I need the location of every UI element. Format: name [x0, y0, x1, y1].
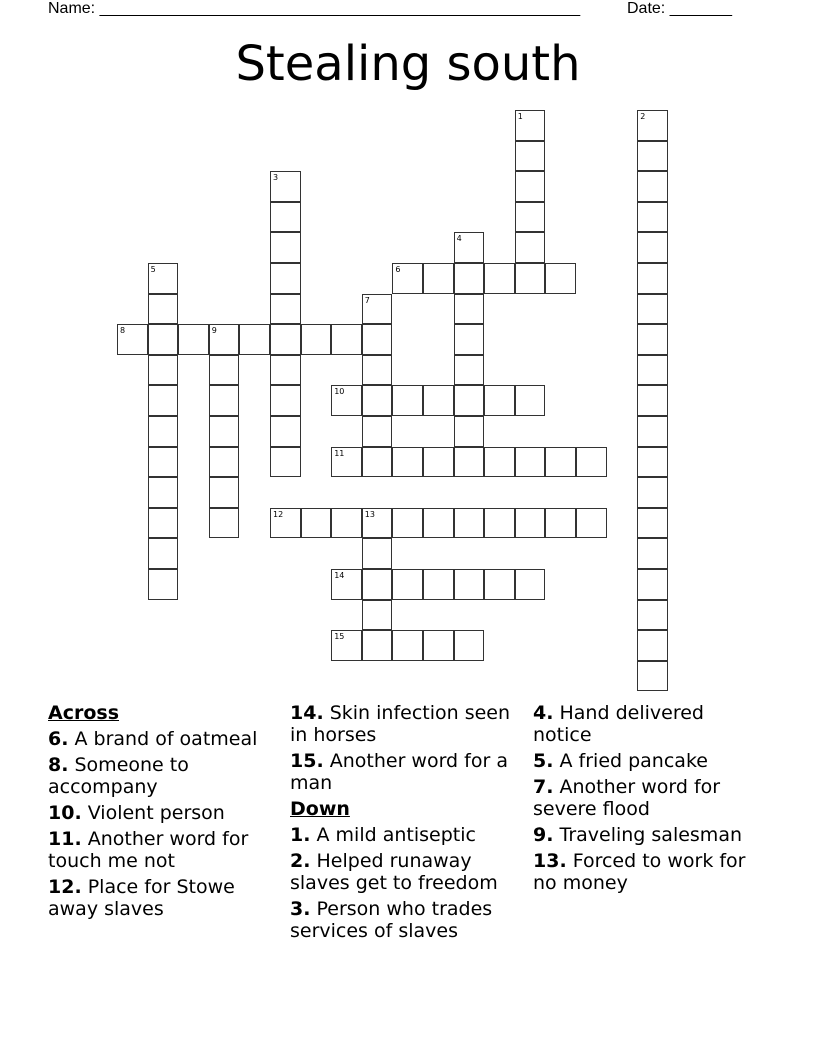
grid-cell[interactable]: [270, 416, 301, 447]
grid-cell[interactable]: [423, 447, 454, 478]
grid-cell[interactable]: [637, 416, 668, 447]
grid-cell[interactable]: [637, 447, 668, 478]
grid-cell[interactable]: [515, 385, 546, 416]
down-clue: 7. Another word for severe flood: [533, 776, 721, 820]
grid-cell[interactable]: [637, 477, 668, 508]
clues-column-3: [533, 702, 761, 898]
grid-cell[interactable]: [637, 110, 668, 141]
down-clue: 4. Hand delivered notice: [533, 702, 704, 746]
across-clue: 11. Another word for touch me not: [48, 828, 249, 872]
grid-cell[interactable]: [515, 263, 546, 294]
grid-cell[interactable]: [270, 202, 301, 233]
grid-cell[interactable]: [362, 600, 393, 631]
grid-cell[interactable]: [515, 141, 546, 172]
grid-cell[interactable]: [423, 263, 454, 294]
grid-cell[interactable]: [637, 141, 668, 172]
grid-cell[interactable]: [576, 508, 607, 539]
grid-cell[interactable]: [331, 508, 362, 539]
grid-cell[interactable]: [515, 110, 546, 141]
grid-cell[interactable]: [637, 630, 668, 661]
grid-cell[interactable]: [362, 385, 393, 416]
grid-cell[interactable]: [484, 447, 515, 478]
grid-cell[interactable]: [637, 569, 668, 600]
grid-cell[interactable]: [454, 294, 485, 325]
grid-cell[interactable]: [270, 508, 301, 539]
grid-cell[interactable]: [209, 447, 240, 478]
grid-cell[interactable]: [362, 447, 393, 478]
across-clue: 15. Another word for a man: [290, 750, 508, 794]
grid-cell[interactable]: [454, 232, 485, 263]
down-clue: 5. A fried pancake: [533, 750, 708, 772]
grid-cell[interactable]: [637, 661, 668, 692]
grid-cell[interactable]: [239, 324, 270, 355]
clue-number: 9: [211, 326, 217, 336]
grid-cell[interactable]: [392, 447, 423, 478]
clue-number: 7: [364, 295, 370, 305]
grid-cell[interactable]: [270, 263, 301, 294]
grid-cell[interactable]: [148, 538, 179, 569]
grid-cell[interactable]: [392, 263, 423, 294]
grid-cell[interactable]: [423, 630, 454, 661]
grid-cell[interactable]: [484, 263, 515, 294]
down-clue: 2. Helped runaway slaves get to freedom: [290, 850, 498, 894]
grid-cell[interactable]: [637, 538, 668, 569]
grid-cell[interactable]: [637, 232, 668, 263]
clue-number: 2: [640, 112, 646, 121]
across-clue: 14. Skin infection seen in horses: [290, 702, 511, 746]
grid-cell[interactable]: [270, 355, 301, 386]
grid-cell[interactable]: [362, 569, 393, 600]
grid-cell[interactable]: [209, 324, 240, 355]
grid-cell[interactable]: [515, 232, 546, 263]
grid-cell[interactable]: [576, 447, 607, 478]
grid-cell[interactable]: [148, 294, 179, 325]
clue-number: 3: [273, 173, 279, 183]
date-field-label: Date: _______: [627, 0, 732, 17]
grid-cell[interactable]: [454, 355, 485, 386]
grid-cell[interactable]: [637, 294, 668, 325]
down-clue: 9. Traveling salesman: [533, 824, 743, 846]
puzzle-title: Stealing south: [235, 36, 581, 92]
grid-cell[interactable]: [484, 385, 515, 416]
grid-cell[interactable]: [270, 447, 301, 478]
grid-cell[interactable]: [270, 171, 301, 202]
grid-cell[interactable]: [362, 355, 393, 386]
grid-cell[interactable]: [423, 569, 454, 600]
grid-cell[interactable]: [270, 324, 301, 355]
grid-cell[interactable]: [148, 416, 179, 447]
grid-cell[interactable]: [148, 569, 179, 600]
grid-cell[interactable]: [392, 630, 423, 661]
grid-cell[interactable]: [331, 447, 362, 478]
across-clue: 10. Violent person: [48, 802, 225, 824]
grid-cell[interactable]: [301, 508, 332, 539]
grid-cell[interactable]: [545, 508, 576, 539]
clue-number: 8: [120, 326, 126, 336]
down-clue: 13. Forced to work for no money: [533, 850, 746, 894]
grid-cell[interactable]: [209, 355, 240, 386]
grid-cell[interactable]: [454, 416, 485, 447]
grid-cell[interactable]: [148, 263, 179, 294]
clue-number: 4: [456, 234, 462, 244]
down-clue: 3. Person who trades services of slaves: [290, 898, 493, 942]
grid-cell[interactable]: [392, 385, 423, 416]
clue-number: 11: [334, 448, 345, 458]
grid-cell[interactable]: [515, 202, 546, 233]
grid-cell[interactable]: [454, 385, 485, 416]
grid-cell[interactable]: [331, 630, 362, 661]
grid-cell[interactable]: [148, 477, 179, 508]
grid-cell[interactable]: [454, 324, 485, 355]
clue-number: 5: [150, 265, 156, 274]
grid-cell[interactable]: [331, 324, 362, 355]
across-clue: 6. A brand of oatmeal: [48, 728, 258, 750]
grid-cell[interactable]: [637, 600, 668, 631]
grid-cell[interactable]: [484, 569, 515, 600]
grid-cell[interactable]: [454, 508, 485, 539]
grid-cell[interactable]: [515, 171, 546, 202]
grid-cell[interactable]: [270, 294, 301, 325]
grid-cell[interactable]: [637, 508, 668, 539]
grid-cell[interactable]: [637, 202, 668, 233]
grid-cell[interactable]: [301, 324, 332, 355]
grid-cell[interactable]: [209, 385, 240, 416]
grid-cell[interactable]: [454, 569, 485, 600]
grid-cell[interactable]: [637, 324, 668, 355]
grid-cell[interactable]: [331, 569, 362, 600]
grid-cell[interactable]: [209, 416, 240, 447]
clues-column-2: [290, 702, 518, 946]
grid-cell[interactable]: [362, 508, 393, 539]
grid-cell[interactable]: [423, 508, 454, 539]
grid-cell[interactable]: [270, 385, 301, 416]
clue-number: 12: [273, 509, 284, 519]
grid-cell[interactable]: [515, 569, 546, 600]
grid-cell[interactable]: [362, 538, 393, 569]
grid-cell[interactable]: [209, 477, 240, 508]
grid-cell[interactable]: [148, 447, 179, 478]
grid-cell[interactable]: [270, 232, 301, 263]
grid-cell[interactable]: [117, 324, 148, 355]
grid-cell[interactable]: [148, 355, 179, 386]
grid-cell[interactable]: [484, 508, 515, 539]
clue-number: 14: [334, 571, 345, 580]
grid-cell[interactable]: [637, 263, 668, 294]
grid-cell[interactable]: [637, 385, 668, 416]
grid-cell[interactable]: [423, 385, 454, 416]
grid-cell[interactable]: [454, 630, 485, 661]
grid-cell[interactable]: [454, 263, 485, 294]
grid-cell[interactable]: [392, 508, 423, 539]
down-heading: Down: [290, 798, 350, 820]
grid-cell[interactable]: [515, 508, 546, 539]
clues-column-1: [48, 702, 276, 924]
grid-cell[interactable]: [362, 416, 393, 447]
grid-cell[interactable]: [148, 508, 179, 539]
grid-cell[interactable]: [545, 263, 576, 294]
clue-number: 10: [334, 387, 345, 397]
grid-cell[interactable]: [637, 355, 668, 386]
grid-cell[interactable]: [515, 447, 546, 478]
grid-cell[interactable]: [148, 385, 179, 416]
grid-cell[interactable]: [362, 630, 393, 661]
grid-cell[interactable]: [148, 324, 179, 355]
across-clue: 8. Someone to accompany: [48, 754, 189, 798]
grid-cell[interactable]: [392, 569, 423, 600]
grid-cell[interactable]: [331, 385, 362, 416]
down-clue: 1. A mild antiseptic: [290, 824, 476, 846]
grid-cell[interactable]: [637, 171, 668, 202]
across-heading: Across: [48, 702, 120, 724]
grid-cell[interactable]: [362, 294, 393, 325]
clue-number: 13: [364, 509, 375, 519]
clue-number: 15: [334, 632, 345, 642]
grid-cell[interactable]: [545, 447, 576, 478]
grid-cell[interactable]: [454, 447, 485, 478]
grid-cell[interactable]: [209, 508, 240, 539]
grid-cell[interactable]: [362, 324, 393, 355]
clue-number: 6: [395, 265, 401, 274]
clue-number: 1: [517, 112, 523, 121]
grid-cell[interactable]: [178, 324, 209, 355]
name-field-label: Name: ______________________________________________________: [48, 0, 581, 17]
across-clue: 12. Place for Stowe away slaves: [48, 876, 235, 920]
